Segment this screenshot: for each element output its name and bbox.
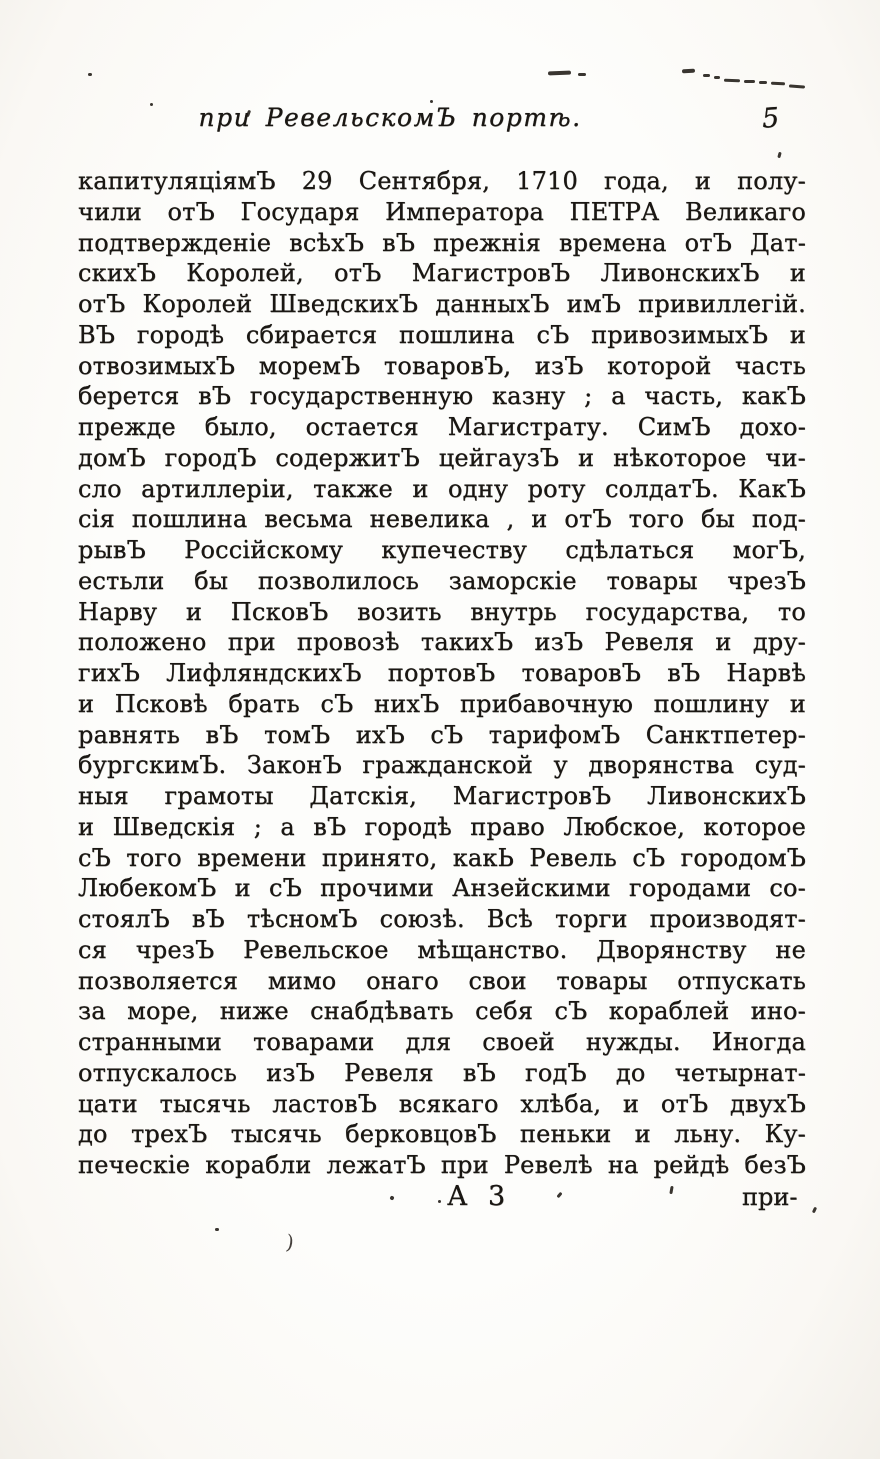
body-line: подтвержденіе всѣхЪ вЪ прежнія времена отЪ Дат- [78,228,806,257]
scan-artifact-dash [771,82,785,86]
body-line: и Псковѣ брать сЪ нихЪ прибавочную пошлину и [78,689,806,718]
body-line: позволяется мимо онаго свои товары отпускать [78,966,806,995]
body-text [78,166,806,1181]
scan-artifact-dash [759,81,767,84]
body-line: капитуляціямЪ 29 Сентября, 1710 года, и полу- [78,167,806,195]
scan-artifact-speck [88,73,92,76]
body-line: сло артиллеріи, также и одну роту солдатЪ. КакЪ [78,474,806,503]
body-line: отЪ Королей ШведскихЪ данныхЪ имЪ привиллегій. [78,290,806,318]
scan-artifact-dash [714,76,720,79]
body-line: берется вЪ государственную казну ; а часть, какЪ [78,382,806,411]
body-line: стоялЪ вЪ тѣсномЪ союзѣ. Всѣ торги производят- [78,905,806,933]
scan-artifact-dash [703,74,710,77]
body-line: равнять вЪ томЪ ихЪ сЪ тарифомЪ Санктпетер- [78,720,806,749]
scan-artifact-speck [812,1207,817,1214]
body-line: ВЪ городѣ сбирается пошлина сЪ привозимыхЪ и [78,320,806,349]
body-line: отпускалось изЪ Ревеля вЪ годЪ до четырнат- [78,1058,806,1087]
scan-artifact-speck [438,1200,441,1203]
signature-mark: А 3 [447,1181,506,1212]
scan-artifact-dash [682,69,695,74]
scan-artifact-speck [669,1186,673,1194]
body-line: рывЪ Россійскому купечеству сдѣлаться могЪ, [78,536,806,564]
body-line: чили отЪ Государя Императора ПЕТРА Великаго [78,197,806,226]
scan-artifact-dash [724,79,740,83]
body-line: сія пошлина весьма невелика , и отЪ того бы под- [78,505,806,534]
scan-artifact-speck [389,1195,394,1200]
body-line: странными товарами для своей нужды. Иногда [78,1028,806,1056]
body-line: и Шведскія ; а вЪ городѣ право Любское, которое [78,812,806,841]
scan-artifact-speck [556,1192,562,1199]
scan-artifact-dash [789,84,805,88]
body-line: отвозимыхЪ моремЪ товаровЪ, изЪ которой часть [78,351,806,380]
body-line: до трехЪ тысячь берковцовЪ пеньки и льну. Ку- [78,1120,806,1149]
body-line: бургскимЪ. ЗаконЪ гражданской у дворянства суд- [78,751,806,780]
body-line: естьли бы позволилось заморскіе товары чрезЪ [78,566,806,595]
catchword: при- [742,1183,798,1211]
body-line: ся чрезЪ Ревельское мѣщанство. Дворянству не [78,935,806,964]
body-line: за море, ниже снабдѣвать себя сЪ кораблей ино- [78,997,806,1026]
body-line: Нарву и ПсковЪ возить внутрь государства, то [78,597,806,626]
scan-artifact-dash [744,80,755,83]
body-line: ЛюбекомЪ и сЪ прочими Анзейскими городами со- [78,874,806,903]
scan-artifact-bracket: ) [284,1229,296,1255]
body-line: гихЪ ЛифляндскихЪ портовЪ товаровЪ вЪ Нарвѣ [78,659,806,687]
running-title: при РевельскомЪ портѣ. [198,103,582,132]
body-line: положено при провозѣ такихЪ изЪ Ревеля и дру- [78,628,806,657]
scan-artifact-speck [777,152,781,159]
body-line: сЪ того времени принято, какЬ Ревель сЪ городомЪ [78,843,806,872]
body-line: цати тысячь ластовЪ всякаго хлѣба, и отЪ двухЪ [78,1089,806,1118]
body-line: ныя грамоты Датскія, МагистровЪ ЛивонскихЪ [78,782,806,810]
body-line: печескіе корабли лежатЪ при Ревелѣ на рейдѣ безЪ [78,1151,806,1179]
scan-artifact-speck [215,1228,219,1231]
scan-artifact-speck [150,103,153,106]
body-line: прежде было, остается Магистрату. СимЪ дохо- [78,413,806,441]
body-line: скихЪ Королей, отЪ МагистровЪ ЛивонскихЪ и [78,259,806,288]
scan-artifact-dash [548,71,571,76]
scan-artifact-dash [578,73,586,76]
page-number: 5 [760,102,781,135]
body-line: домЪ городЪ содержитЪ цейгаузЪ и нѣкоторое чи- [78,443,806,472]
